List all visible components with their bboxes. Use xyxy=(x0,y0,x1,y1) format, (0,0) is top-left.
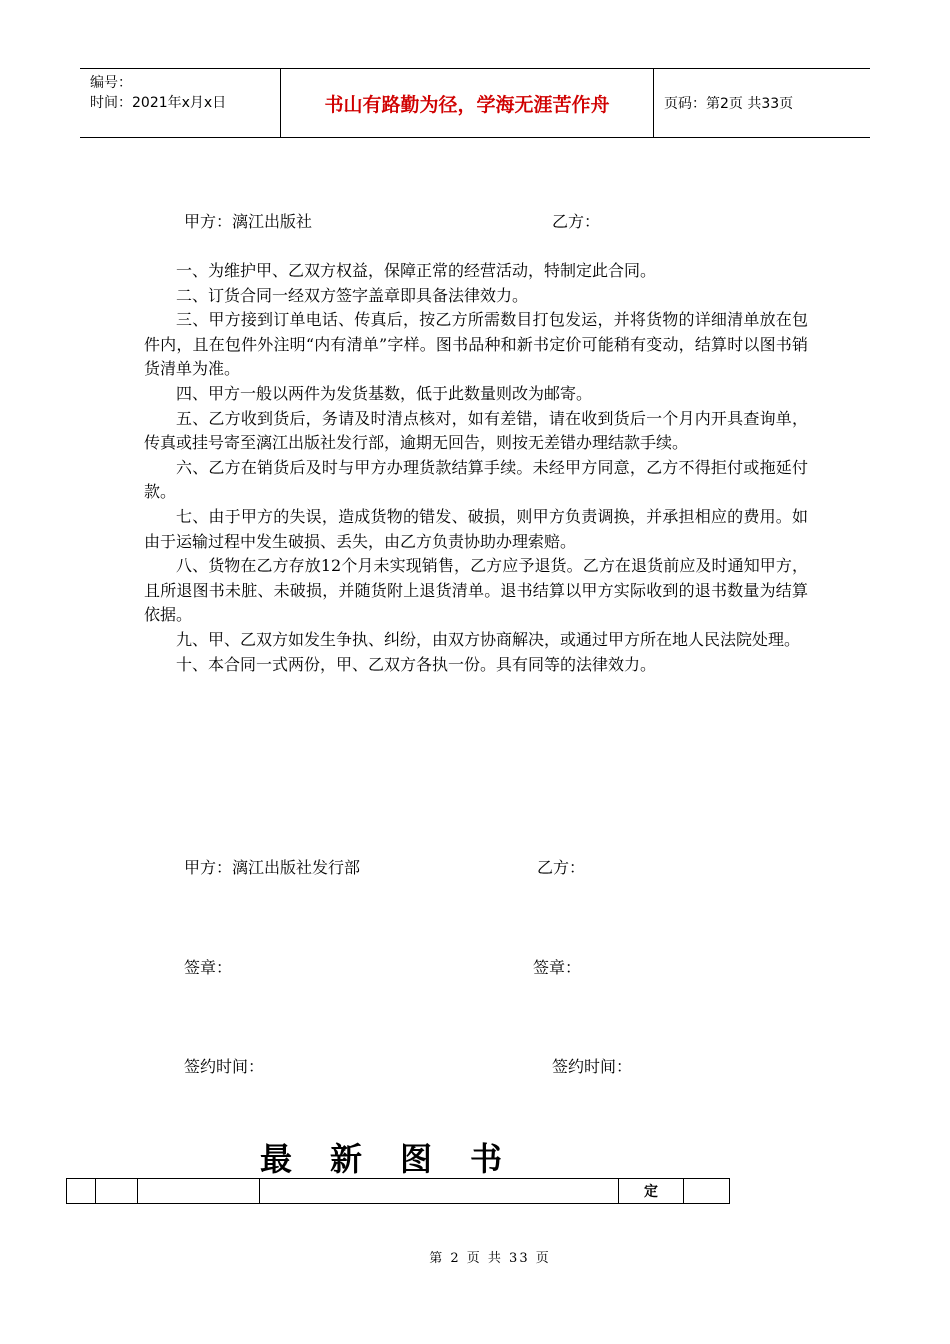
table-cell xyxy=(138,1179,260,1203)
clause: 二、订货合同一经双方签字盖章即具备法律效力。 xyxy=(176,285,529,305)
header-motto: 书山有路勤为径，学海无涯苦作舟 xyxy=(281,69,654,137)
header-meta xyxy=(80,69,281,137)
clause: 八、货物在乙方存放12个月未实现销售，乙方应予退货。乙方在退货前应及时通知甲方，且所退图书未脏、未破损，并随货附上退货清单。退书结算以甲方实际收到的退书数量为结算依据。 xyxy=(144,556,808,625)
clause: 七、由于甲方的失误，造成货物的错发、破损，则甲方负责调换，并承担相应的费用。如由于运输过程中发生破损、丢失，由乙方负责协助办理索赔。 xyxy=(144,506,808,551)
book-list-title: 最新图书 xyxy=(259,1140,540,1178)
party-a-top: 甲方：漓江出版社 xyxy=(184,212,313,231)
seal-label-a: 签章： xyxy=(184,958,233,977)
clause: 五、乙方收到货后，务请及时清点核对，如有差错，请在收到货后一个月内开具查询单，传真或挂号寄至漓江出版社发行部，逾期无回告，则按无差错办理结款手续。 xyxy=(144,408,808,453)
clause: 一、为维护甲、乙双方权益，保障正常的经营活动，特制定此合同。 xyxy=(176,261,657,280)
table-cell xyxy=(67,1179,96,1203)
clause: 四、甲方一般以两件为发货基数，低于此数量则改为邮寄。 xyxy=(176,383,593,403)
page-header xyxy=(80,68,870,138)
signature-party-a: 甲方：漓江出版社发行部 xyxy=(184,858,361,877)
clause: 十、本合同一式两份，甲、乙双方各执一份。具有同等的法律效力。 xyxy=(176,654,657,674)
sign-date-label-b: 签约时间： xyxy=(552,1057,633,1076)
party-b-top: 乙方： xyxy=(552,212,601,231)
document-number-label: 编号： xyxy=(90,75,132,91)
table-cell xyxy=(96,1179,138,1203)
signature-party-b: 乙方： xyxy=(537,858,586,877)
clause: 九、甲、乙双方如发生争执、纠纷，由双方协商解决，或通过甲方所在地人民法院处理。 xyxy=(176,629,801,649)
table-cell xyxy=(260,1179,619,1203)
table-cell: 定 xyxy=(619,1179,684,1203)
header-page-info: 页码：第2页 共33页 xyxy=(664,96,794,112)
contract-clauses xyxy=(144,259,808,677)
table-cell xyxy=(684,1179,729,1203)
page-footer: 第 2 页 共 33 页 xyxy=(429,1251,551,1266)
document-time-label: 时间：2021年x月x日 xyxy=(90,95,227,111)
seal-label-b: 签章： xyxy=(533,958,582,977)
clause: 六、乙方在销货后及时与甲方办理货款结算手续。未经甲方同意，乙方不得拒付或拖延付款。 xyxy=(144,457,808,502)
book-list-table xyxy=(66,1178,730,1204)
clause: 三、甲方接到订单电话、传真后，按乙方所需数目打包发运，并将货物的详细清单放在包件内，且在包件外注明“内有清单”字样。图书品种和新书定价可能稍有变动，结算时以图书销货清单为准。 xyxy=(144,310,808,379)
sign-date-label-a: 签约时间： xyxy=(184,1057,265,1076)
